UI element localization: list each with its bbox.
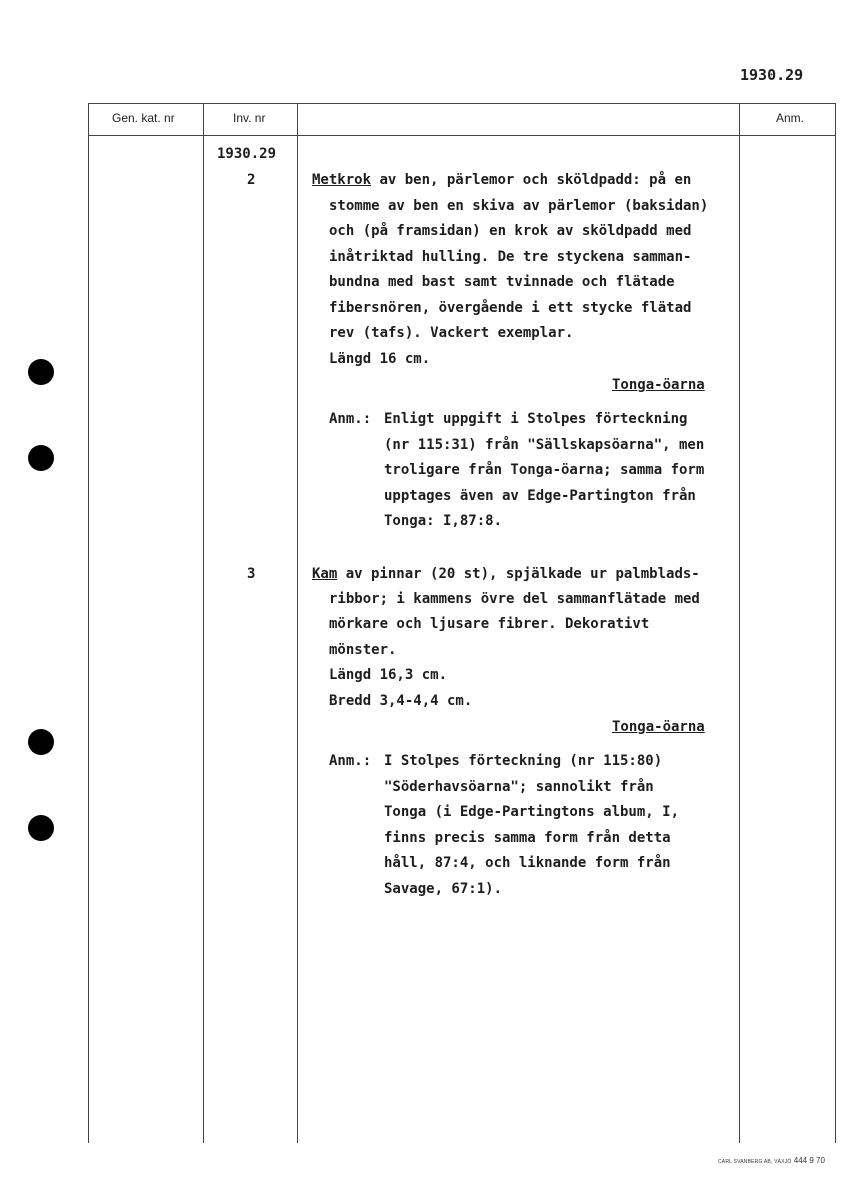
- item-2-anm-line: Enligt uppgift i Stolpes förteckning: [384, 411, 688, 427]
- item-3-anm-line: finns precis samma form från detta: [384, 830, 671, 846]
- item-2-line: och (på framsidan) en krok av sköldpadd med: [329, 223, 692, 239]
- item-2-anm-line: (nr 115:31) från "Sällskapsöarna", men: [384, 437, 705, 453]
- item-3-anm-line: Savage, 67:1).: [384, 881, 503, 897]
- header-inv-nr: Inv. nr: [233, 111, 266, 125]
- item-3-anm-line: håll, 87:4, och liknande form från: [384, 855, 671, 871]
- item-2-anm-line: Tonga: I,87:8.: [384, 513, 503, 529]
- item-3-length: Längd 16,3 cm.: [329, 667, 448, 683]
- item-3-line: av pinnar (20 st), spjälkade ur palmblads-: [337, 566, 700, 582]
- item-3-anm-label: Anm.:: [329, 753, 372, 769]
- punch-hole: [28, 445, 54, 471]
- punch-hole: [28, 729, 54, 755]
- header-anm: Anm.: [776, 111, 805, 125]
- item-3-origin: Tonga-öarna: [612, 719, 705, 735]
- item-2-line: av ben, pärlemor och sköldpadd: på en: [371, 172, 692, 188]
- printer-name: CARL SVANBERG AB, VÄXJÖ: [718, 1159, 792, 1165]
- item-2-anm-line: upptages även av Edge-Partington från: [384, 488, 696, 504]
- item-2-length: Längd 16 cm.: [329, 351, 431, 367]
- item-2-line: inåtriktad hulling. De tre styckena samman-: [329, 249, 692, 265]
- item-3-line: mörkare och ljusare fibrer. Dekorativt: [329, 616, 650, 632]
- item-3-line: ribbor; i kammens övre del sammanflätade med: [329, 591, 700, 607]
- item-2-line: fibersnören, övergående i ett stycke flätad: [329, 300, 692, 316]
- item-3-title: Kam: [312, 566, 338, 582]
- punch-hole: [28, 815, 54, 841]
- item-2-origin: Tonga-öarna: [612, 377, 705, 393]
- item-3-anm-line: I Stolpes förteckning (nr 115:80): [384, 753, 663, 769]
- item-2-line: rev (tafs). Vackert exemplar.: [329, 325, 574, 341]
- item-2-anm-label: Anm.:: [329, 411, 372, 427]
- item-2-anm-line: troligare från Tonga-öarna; samma form: [384, 462, 705, 478]
- printer-footer: [718, 1156, 825, 1165]
- item-2-title: Metkrok: [312, 172, 372, 188]
- item-3-line: mönster.: [329, 642, 397, 658]
- inv-group-number: 1930.29: [217, 146, 277, 162]
- item-3-inv-nr: 3: [247, 566, 256, 582]
- item-2-inv-nr: 2: [247, 172, 256, 188]
- form-code: 444 9 70: [793, 1156, 825, 1165]
- item-3-description: [312, 562, 700, 587]
- punch-hole: [28, 359, 54, 385]
- item-2-line: bundna med bast samt tvinnade och flätade: [329, 274, 675, 290]
- item-3-anm-line: "Söderhavsöarna"; sannolikt från: [384, 779, 654, 795]
- item-3-width: Bredd 3,4-4,4 cm.: [329, 693, 473, 709]
- page-number: 1930.29: [740, 66, 804, 84]
- header-gen-kat-nr: Gen. kat. nr: [112, 111, 175, 125]
- item-2-line: stomme av ben en skiva av pärlemor (baksidan): [329, 198, 709, 214]
- item-3-anm-line: Tonga (i Edge-Partingtons album, I,: [384, 804, 680, 820]
- item-2-description: [312, 168, 691, 193]
